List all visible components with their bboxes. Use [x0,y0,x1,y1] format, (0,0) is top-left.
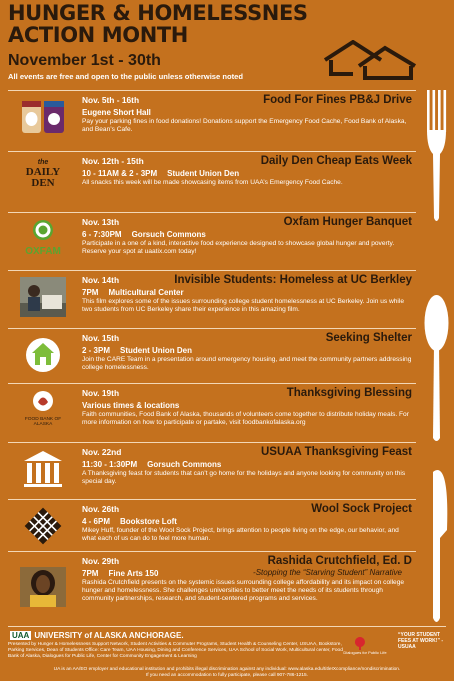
event-date: Nov. 5th - 16th [82,95,140,105]
pbj-jars-icon [20,97,66,137]
event-description: All snacks this week will be made showcasing items from UAA’s Emergency Food Cache. [82,179,343,186]
event-description: Pay your parking fines in food donations! Donations support the Emergency Food Cache, Food Bank of Alaska, and Bean’s Cafe. [82,118,407,133]
usuaa-columns-logo [20,449,66,489]
event-subtitle: -Stopping the “Starving Student” Narrative [253,568,402,577]
oxfam-emblem-icon [32,219,54,241]
event-row [8,151,416,208]
event-place: Multicultural Center [108,288,184,297]
event-description: Mikey Huff, founder of the Wool Sock Project, brings attention to people living on the edge, our behavior, and what each of us can do to feel more human. [82,527,399,542]
food-bank-emblem-icon [32,390,54,412]
logo-text-small: the [37,159,49,166]
event-row [8,442,416,497]
event-time: 6 - 7:30PM [82,230,122,239]
event-location: Eugene Short Hall [82,108,151,117]
event-row [8,328,416,381]
event-time: 11:30 - 1:30PM [82,460,138,469]
footer-legal [8,667,446,679]
event-title: Daily Den Cheap Eats Week [260,155,412,167]
student-fees-text: “YOUR STUDENT FEES AT WORK!” -USUAA [398,632,443,650]
event-title: Food For Fines PB&J Drive [263,94,412,106]
event-time: 2 - 3PM [82,346,111,355]
houses-icon [323,40,418,80]
logo-text: OXFAM [25,246,61,257]
event-description: Participate in a one of a kind, interactive food experience designed to showcase global hunger and poverty. Reserve your spot at uaatix.com today! [82,240,395,255]
wool-sock-icon [20,506,66,546]
month-dates: November 1st - 30th [8,52,161,69]
oxfam-logo [20,219,66,259]
film-photo [20,277,66,317]
event-description: This film explores some of the issues surrounding college student homelessness at UC Berkeley. Join us while two students from UC Berkeley share their experience in this amazing film. [82,298,405,313]
event-title: Thanksgiving Blessing [286,387,412,399]
speaker-photo [20,560,66,614]
event-row [8,499,416,549]
event-row [8,270,416,328]
credits-text: Presented by Hunger & Homelessness Support Network, Student Activities & Commuter Programs, Student Health & Counseling Center, USUAA, Bookstore, Parking Services, Dean of Students Office: Care Team, UAA Housing, Dining and Conference Services, UAA School of Social Work, Multicultural center, Food Bank of Alaska, Dialogues for Public Life, Center for Community Engagement & Learning [8,642,343,659]
event-place: Student Union Den [120,346,193,355]
logo-text: FOOD BANK OF ALASKA [24,417,62,427]
event-time: 7PM [82,288,99,297]
event-place: Student Union Den [167,169,240,178]
event-description: Rashida Crutchfield presents on the systemic issues surrounding college affordability and its impact on college hunger and homelessness. She challenges universities to better meet the needs of its students through community partnerships, research, and student-centered programs and services. [82,579,405,602]
event-title: Rashida Crutchfield, Ed. D [267,555,412,567]
event-date: Nov. 14th [82,275,120,285]
eeo-statement: UA is an AA/EO employer and educational institution and prohibits illegal discrimination against any individual: www.alaska.edu/titleIXcompliance/nondiscrimination. [53,667,401,672]
event-time: 10 - 11AM & 2 - 3PM [82,169,158,178]
event-time: Various times & locations [82,401,180,410]
event-row [8,551,416,624]
dialogues-label: Dialogues for Public Life [343,650,387,655]
daily-den-logo [20,158,66,198]
event-title: Invisible Students: Homeless at UC Berkley [174,274,412,286]
event-description: A Thanksgiving feast for students that can’t go home for the holidays and anyone looking for community on this special day. [82,470,406,485]
event-date: Nov. 22nd [82,447,122,457]
event-row [8,383,416,441]
event-title: Oxfam Hunger Banquet [283,216,412,228]
event-title: Wool Sock Project [311,503,412,515]
accommodation-note: If you need an accommodation to fully participate, please call 907-786-1215. [145,672,309,678]
event-time: 7PM [82,569,99,578]
logo-text: DAILY DEN [25,166,61,189]
uaa-logo [10,631,184,640]
event-title: Seeking Shelter [325,332,412,344]
event-place: Fine Arts 150 [108,569,159,578]
title-line2: ACTION MONTH [8,23,188,47]
event-date: Nov. 19th [82,388,120,398]
footer-divider [8,626,446,627]
event-row [8,212,416,267]
event-time: 4 - 6PM [82,517,111,526]
event-place: Gorsuch Commons [131,230,206,239]
dialogues-logo-icon [354,636,366,650]
food-bank-logo [20,390,66,430]
uaa-logo-mark: UAA [12,631,30,640]
poster-title [8,2,308,46]
house-icon [20,335,66,375]
event-date: Nov. 29th [82,556,120,566]
free-note: All events are free and open to the public unless otherwise noted [8,72,244,81]
event-date: Nov. 12th - 15th [82,156,144,166]
event-description: Faith communities, Food Bank of Alaska, thousands of volunteers come together to distribute holiday meals. For more information on how to participate or partake, visit foodbankofalaska.org [82,411,409,426]
event-date: Nov. 26th [82,504,120,514]
event-title: USUAA Thanksgiving Feast [260,446,412,458]
utensils-icon [418,90,454,630]
event-date: Nov. 15th [82,333,120,343]
event-date: Nov. 13th [82,217,120,227]
title-line1: HUNGER & HOMELESSNES [8,1,308,25]
event-description: Join the CARE Team in a presentation around emergency housing, and meet the community partners addressing college homelessness. [82,356,412,371]
event-place: Gorsuch Commons [147,460,222,469]
event-place: Bookstore Loft [120,517,177,526]
event-row [8,90,416,146]
university-name: UNIVERSITY of ALASKA ANCHORAGE. [34,631,184,640]
